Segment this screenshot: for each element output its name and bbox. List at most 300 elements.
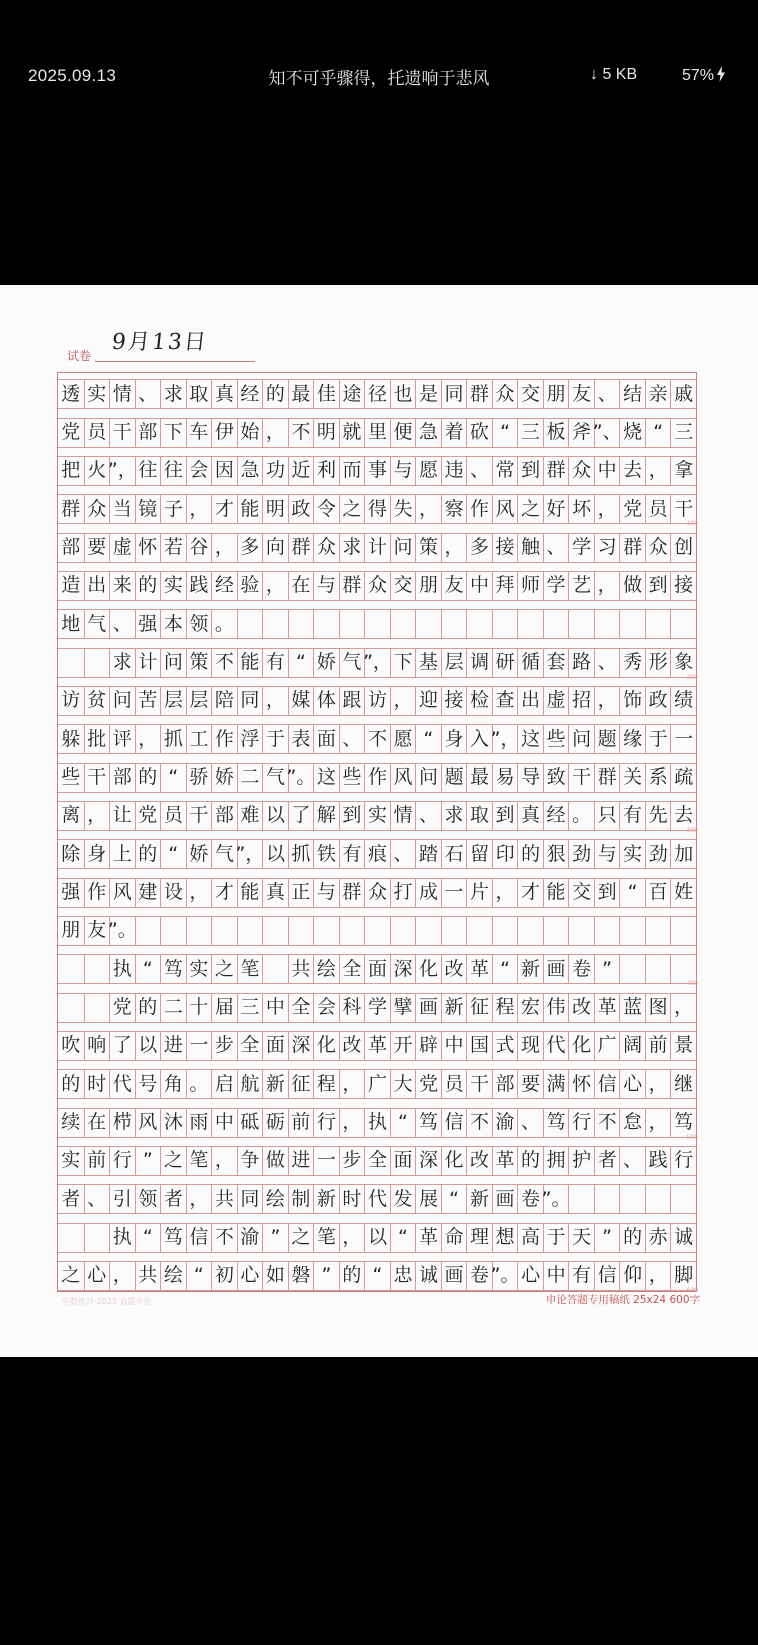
grid-cell: 出 bbox=[84, 571, 110, 601]
grid-cell: 到 bbox=[645, 571, 671, 601]
grid-cell: ”， bbox=[237, 839, 263, 869]
grid-cell bbox=[58, 648, 84, 678]
grid-cell: 众 bbox=[364, 571, 390, 601]
grid-cell: 留 bbox=[466, 839, 492, 869]
grid-cell: 做 bbox=[262, 1146, 288, 1176]
grid-cell: 怠 bbox=[619, 1108, 645, 1138]
grid-row bbox=[58, 724, 696, 754]
grid-cell: 往 bbox=[135, 456, 161, 486]
grid-cell: 功 bbox=[262, 456, 288, 486]
grid-cell bbox=[670, 916, 696, 946]
grid-cell: 护 bbox=[568, 1146, 594, 1176]
grid-cell: 层 bbox=[160, 686, 186, 716]
grid-cell: 角 bbox=[160, 1069, 186, 1099]
grid-cell: 笃 bbox=[415, 1108, 441, 1138]
grid-cell: 令 bbox=[313, 494, 339, 524]
grid-cell: 劲 bbox=[645, 839, 671, 869]
grid-cell: 群 bbox=[543, 456, 569, 486]
grid-cell: 明 bbox=[313, 418, 339, 448]
grid-cell: 三 bbox=[237, 993, 263, 1023]
grid-cell: “ bbox=[160, 839, 186, 869]
grid-cell: 去 bbox=[670, 801, 696, 831]
grid-cell: ， bbox=[211, 1146, 237, 1176]
grid-cell: 届 bbox=[211, 993, 237, 1023]
grid-cell: 接 bbox=[670, 571, 696, 601]
grid-cell: 部 bbox=[58, 533, 84, 563]
grid-cell: 展 bbox=[415, 1184, 441, 1214]
grid-cell: 会 bbox=[186, 456, 212, 486]
grid-cell: 经 bbox=[211, 571, 237, 601]
grid-cell: 的 bbox=[339, 1261, 365, 1291]
grid-cell: 发 bbox=[390, 1184, 416, 1214]
grid-cell: “ bbox=[135, 1223, 161, 1253]
grid-cell: ， bbox=[415, 494, 441, 524]
row-count-marker: 400 bbox=[686, 980, 698, 988]
grid-cell: ， bbox=[645, 1108, 671, 1138]
grid-cell: 信 bbox=[186, 1223, 212, 1253]
grid-cell: 与 bbox=[313, 878, 339, 908]
grid-cell bbox=[58, 954, 84, 984]
grid-cell: 致 bbox=[543, 763, 569, 793]
grid-row bbox=[58, 839, 696, 869]
grid-cell: 计 bbox=[364, 533, 390, 563]
grid-cell: 革 bbox=[364, 1031, 390, 1061]
grid-cell: 砍 bbox=[466, 418, 492, 448]
grid-cell: 镜 bbox=[135, 494, 161, 524]
grid-cell: 者 bbox=[58, 1184, 84, 1214]
grid-cell: “ bbox=[645, 418, 671, 448]
grid-cell: 媒 bbox=[288, 686, 314, 716]
grid-cell: 狠 bbox=[543, 839, 569, 869]
grid-cell: 层 bbox=[441, 648, 467, 678]
grid-cell bbox=[466, 609, 492, 639]
grid-cell bbox=[670, 1184, 696, 1214]
grid-cell: 里 bbox=[364, 418, 390, 448]
grid-cell: 心 bbox=[84, 1261, 110, 1291]
grid-cell: “ bbox=[492, 954, 518, 984]
grid-cell: 真 bbox=[517, 801, 543, 831]
grid-cell: “ bbox=[415, 724, 441, 754]
grid-cell: 深 bbox=[390, 954, 416, 984]
grid-cell: 以 bbox=[364, 1223, 390, 1253]
grid-cell: ” bbox=[594, 954, 620, 984]
grid-cell bbox=[619, 916, 645, 946]
grid-cell: 景 bbox=[670, 1031, 696, 1061]
grid-cell: 共 bbox=[135, 1261, 161, 1291]
grid-cell: 渝 bbox=[237, 1223, 263, 1253]
grid-cell: 招 bbox=[568, 686, 594, 716]
grid-cell: 查 bbox=[492, 686, 518, 716]
grid-cell: 前 bbox=[288, 1108, 314, 1138]
grid-cell: “ bbox=[492, 418, 518, 448]
grid-cell: 了 bbox=[288, 801, 314, 831]
grid-cell: 了 bbox=[109, 1031, 135, 1061]
grid-cell: 火 bbox=[84, 456, 110, 486]
grid-cell: 共 bbox=[288, 954, 314, 984]
grid-cell: 这 bbox=[313, 763, 339, 793]
grid-cell: 戚 bbox=[670, 379, 696, 409]
grid-cell: 贫 bbox=[84, 686, 110, 716]
grid-cell: 征 bbox=[288, 1069, 314, 1099]
grid-cell: 新 bbox=[313, 1184, 339, 1214]
grid-cell: 之 bbox=[58, 1261, 84, 1291]
grid-cell: 友 bbox=[84, 916, 110, 946]
grid-cell: “ bbox=[390, 1223, 416, 1253]
grid-cell bbox=[288, 609, 314, 639]
grid-cell: 让 bbox=[109, 801, 135, 831]
grid-cell: 以 bbox=[262, 839, 288, 869]
grid-cell: 卷 bbox=[466, 1261, 492, 1291]
grid-cell: 去 bbox=[619, 456, 645, 486]
grid-cell bbox=[568, 609, 594, 639]
grid-cell: 沐 bbox=[160, 1108, 186, 1138]
grid-cell bbox=[645, 1184, 671, 1214]
grid-cell: 踏 bbox=[415, 839, 441, 869]
grid-cell: 高 bbox=[517, 1223, 543, 1253]
grid-cell: 以 bbox=[262, 801, 288, 831]
grid-cell: 磐 bbox=[288, 1261, 314, 1291]
grid-cell: 套 bbox=[543, 648, 569, 678]
grid-cell: 强 bbox=[58, 878, 84, 908]
grid-cell: 笃 bbox=[670, 1108, 696, 1138]
grid-cell: 求 bbox=[109, 648, 135, 678]
grid-cell: 领 bbox=[186, 609, 212, 639]
grid-cell: 革 bbox=[415, 1223, 441, 1253]
grid-cell: 到 bbox=[339, 801, 365, 831]
grid-cell: 问 bbox=[109, 686, 135, 716]
grid-cell: 失 bbox=[390, 494, 416, 524]
grid-cell: 卷 bbox=[517, 1184, 543, 1214]
grid-cell: 就 bbox=[339, 418, 365, 448]
grid-cell: 现 bbox=[517, 1031, 543, 1061]
grid-cell: 计 bbox=[135, 648, 161, 678]
grid-cell: 这 bbox=[517, 724, 543, 754]
grid-cell bbox=[237, 916, 263, 946]
grid-cell: 者 bbox=[594, 1146, 620, 1176]
grid-cell: “ bbox=[619, 878, 645, 908]
row-count-marker: 600 bbox=[686, 1287, 698, 1294]
grid-cell: 开 bbox=[390, 1031, 416, 1061]
grid-cell: 员 bbox=[645, 494, 671, 524]
grid-cell: 干 bbox=[568, 763, 594, 793]
grid-cell: 中 bbox=[594, 456, 620, 486]
grid-cell: 革 bbox=[492, 1146, 518, 1176]
row-count-marker: 300 bbox=[686, 827, 698, 834]
sheet-label: 试卷 bbox=[67, 349, 92, 363]
grid-cell bbox=[568, 916, 594, 946]
grid-cell: 党 bbox=[619, 494, 645, 524]
battery-percent: 57% bbox=[682, 67, 715, 84]
grid-cell: 实 bbox=[364, 801, 390, 831]
grid-row bbox=[58, 609, 696, 639]
grid-cell: 批 bbox=[84, 724, 110, 754]
grid-cell: 有 bbox=[568, 1261, 594, 1291]
grid-cell bbox=[619, 1184, 645, 1214]
grid-cell: “ bbox=[441, 1184, 467, 1214]
grid-cell: 阔 bbox=[619, 1031, 645, 1061]
grid-cell: 改 bbox=[441, 954, 467, 984]
grid-cell: 最 bbox=[288, 379, 314, 409]
grid-cell: 的 bbox=[262, 379, 288, 409]
grid-cell: 石 bbox=[441, 839, 467, 869]
grid-cell: 群 bbox=[288, 533, 314, 563]
grid-cell: 深 bbox=[288, 1031, 314, 1061]
grid-cell: 之 bbox=[517, 494, 543, 524]
grid-cell: 躲 bbox=[58, 724, 84, 754]
grid-cell: 风 bbox=[135, 1108, 161, 1138]
grid-row bbox=[58, 418, 696, 448]
grid-cell: 一 bbox=[313, 1146, 339, 1176]
grid-cell: 上 bbox=[109, 839, 135, 869]
grid-cell: 友 bbox=[441, 571, 467, 601]
grid-cell: 者 bbox=[160, 1184, 186, 1214]
grid-cell: 群 bbox=[339, 571, 365, 601]
grid-cell: 群 bbox=[594, 763, 620, 793]
grid-cell: 共 bbox=[211, 1184, 237, 1214]
grid-cell: 党 bbox=[415, 1069, 441, 1099]
grid-cell: 深 bbox=[415, 1146, 441, 1176]
grid-cell: 印 bbox=[492, 839, 518, 869]
grid-cell: 关 bbox=[619, 763, 645, 793]
grid-cell: 、 bbox=[619, 1146, 645, 1176]
row-count-marker: 100 bbox=[686, 520, 698, 528]
grid-cell: 象 bbox=[670, 648, 696, 678]
grid-cell: 跟 bbox=[339, 686, 365, 716]
grid-cell: ”， bbox=[492, 724, 518, 754]
grid-cell: ， bbox=[670, 993, 696, 1023]
grid-cell: 前 bbox=[84, 1146, 110, 1176]
grid-cell: 、 bbox=[339, 724, 365, 754]
grid-cell: 群 bbox=[619, 533, 645, 563]
grid-cell: 不 bbox=[288, 418, 314, 448]
grid-cell: 调 bbox=[466, 648, 492, 678]
grid-cell: 拜 bbox=[492, 571, 518, 601]
grid-cell: 于 bbox=[262, 724, 288, 754]
status-title: 知不可乎骤得，托遗响于悲风 bbox=[268, 69, 490, 89]
grid-cell: 信 bbox=[441, 1108, 467, 1138]
grid-cell: 代 bbox=[543, 1031, 569, 1061]
grid-cell bbox=[619, 609, 645, 639]
grid-cell: 干 bbox=[109, 418, 135, 448]
grid-cell: 继 bbox=[670, 1069, 696, 1099]
grid-cell: 近 bbox=[288, 456, 314, 486]
grid-cell: 卷 bbox=[568, 954, 594, 984]
grid-cell: 进 bbox=[160, 1031, 186, 1061]
grid-cell: 。 bbox=[186, 1069, 212, 1099]
grid-cell: 娇 bbox=[186, 839, 212, 869]
grid-cell: 伊 bbox=[211, 418, 237, 448]
grid-cell: 二 bbox=[160, 993, 186, 1023]
grid-cell: 争 bbox=[237, 1146, 263, 1176]
grid-cell: 才 bbox=[517, 878, 543, 908]
grid-cell: 有 bbox=[619, 801, 645, 831]
grid-cell: ， bbox=[211, 533, 237, 563]
grid-cell: ”、 bbox=[594, 418, 620, 448]
grid-cell: 风 bbox=[492, 494, 518, 524]
grid-cell: 急 bbox=[415, 418, 441, 448]
grid-cell: 中 bbox=[466, 571, 492, 601]
grid-cell: 的 bbox=[135, 839, 161, 869]
grid-cell: 化 bbox=[568, 1031, 594, 1061]
row-count-marker: 500 bbox=[686, 1133, 698, 1141]
grid-row bbox=[58, 648, 696, 678]
grid-cell: 的 bbox=[619, 1223, 645, 1253]
grid-cell: ， bbox=[390, 686, 416, 716]
grid-cell: 学 bbox=[364, 993, 390, 1023]
grid-cell: 化 bbox=[313, 1031, 339, 1061]
grid-cell: 虚 bbox=[109, 533, 135, 563]
grid-cell bbox=[441, 609, 467, 639]
grid-cell: 科 bbox=[339, 993, 365, 1023]
grid-cell: 车 bbox=[186, 418, 212, 448]
grid-cell: 怀 bbox=[135, 533, 161, 563]
grid-cell bbox=[415, 916, 441, 946]
grid-cell: 不 bbox=[594, 1108, 620, 1138]
grid-cell: 些 bbox=[339, 763, 365, 793]
grid-cell: 而 bbox=[339, 456, 365, 486]
grid-cell: 程 bbox=[492, 993, 518, 1023]
grid-cell: 违 bbox=[441, 456, 467, 486]
grid-cell: 三 bbox=[670, 418, 696, 448]
grid-cell: 众 bbox=[492, 379, 518, 409]
grid-cell: 怀 bbox=[568, 1069, 594, 1099]
grid-cell: 的 bbox=[517, 1146, 543, 1176]
grid-cell: 员 bbox=[441, 1069, 467, 1099]
grid-cell: 众 bbox=[645, 533, 671, 563]
grid-cell: 到 bbox=[517, 456, 543, 486]
grid-cell: 建 bbox=[135, 878, 161, 908]
grid-cell: 便 bbox=[390, 418, 416, 448]
grid-cell: 、 bbox=[543, 533, 569, 563]
grid-cell: 形 bbox=[645, 648, 671, 678]
grid-cell: 时 bbox=[339, 1184, 365, 1214]
grid-cell: 事 bbox=[364, 456, 390, 486]
grid-cell bbox=[84, 648, 110, 678]
grid-cell: 赤 bbox=[645, 1223, 671, 1253]
grid-cell: 实 bbox=[84, 379, 110, 409]
grid-cell: 栉 bbox=[109, 1108, 135, 1138]
grid-cell: ， bbox=[135, 724, 161, 754]
grid-cell bbox=[492, 916, 518, 946]
grid-cell: 十 bbox=[186, 993, 212, 1023]
grid-cell: 习 bbox=[594, 533, 620, 563]
grid-cell: 绘 bbox=[160, 1261, 186, 1291]
grid-cell: 革 bbox=[466, 954, 492, 984]
grid-cell: 众 bbox=[84, 494, 110, 524]
grid-cell bbox=[339, 609, 365, 639]
grid-cell: 学 bbox=[543, 571, 569, 601]
grid-cell: 号 bbox=[135, 1069, 161, 1099]
grid-cell: 部 bbox=[492, 1069, 518, 1099]
grid-cell: 、 bbox=[390, 839, 416, 869]
grid-cell: 党 bbox=[135, 801, 161, 831]
grid-cell: 面 bbox=[313, 724, 339, 754]
grid-cell bbox=[645, 609, 671, 639]
grid-cell: 群 bbox=[466, 379, 492, 409]
grid-cell: 子 bbox=[160, 494, 186, 524]
grid-cell: 正 bbox=[288, 878, 314, 908]
grid-cell: 系 bbox=[645, 763, 671, 793]
grid-cell: 的 bbox=[58, 1069, 84, 1099]
grid-cell: 部 bbox=[109, 763, 135, 793]
grid-cell: “ bbox=[160, 763, 186, 793]
grid-cell: 中 bbox=[262, 993, 288, 1023]
grid-cell: 笔 bbox=[186, 1146, 212, 1176]
grid-cell: 航 bbox=[237, 1069, 263, 1099]
grid-cell: 朋 bbox=[415, 571, 441, 601]
grid-cell: 程 bbox=[313, 1069, 339, 1099]
grid-cell: 笃 bbox=[543, 1108, 569, 1138]
grid-cell: 把 bbox=[58, 456, 84, 486]
grid-cell bbox=[594, 1184, 620, 1214]
grid-cell: 面 bbox=[390, 1146, 416, 1176]
grid-cell: 命 bbox=[441, 1223, 467, 1253]
grid-cell: 好 bbox=[543, 494, 569, 524]
grid-cell bbox=[313, 609, 339, 639]
grid-cell: 行 bbox=[568, 1108, 594, 1138]
grid-cell: 朋 bbox=[58, 916, 84, 946]
grid-cell bbox=[645, 954, 671, 984]
grid-cell: 解 bbox=[313, 801, 339, 831]
grid-cell: 要 bbox=[84, 533, 110, 563]
grid-cell: 气 bbox=[262, 763, 288, 793]
grid-cell: 娇 bbox=[313, 648, 339, 678]
grid-cell: 姓 bbox=[670, 878, 696, 908]
grid-cell: 取 bbox=[466, 801, 492, 831]
grid-cell: 评 bbox=[109, 724, 135, 754]
grid-cell: 心 bbox=[517, 1261, 543, 1291]
grid-cell: 党 bbox=[58, 418, 84, 448]
grid-cell: ” bbox=[313, 1261, 339, 1291]
grid-row bbox=[58, 801, 696, 831]
grid-cell: 层 bbox=[186, 686, 212, 716]
grid-cell: ”。 bbox=[288, 763, 314, 793]
grid-cell: 佳 bbox=[313, 379, 339, 409]
grid-cell: ， bbox=[594, 686, 620, 716]
header-underline bbox=[95, 361, 255, 362]
grid-cell: “ bbox=[390, 1108, 416, 1138]
grid-cell: 循 bbox=[517, 648, 543, 678]
grid-cell: 骄 bbox=[186, 763, 212, 793]
grid-cell: 擘 bbox=[390, 993, 416, 1023]
grid-cell: 众 bbox=[364, 878, 390, 908]
grid-cell: 、 bbox=[594, 379, 620, 409]
grid-cell: 行 bbox=[670, 1146, 696, 1176]
grid-cell: 表 bbox=[288, 724, 314, 754]
grid-cell: 三 bbox=[517, 418, 543, 448]
grid-cell bbox=[58, 993, 84, 1023]
grid-cell: 真 bbox=[211, 379, 237, 409]
grid-cell: 中 bbox=[211, 1108, 237, 1138]
grid-cell bbox=[415, 609, 441, 639]
grid-cell: 脚 bbox=[670, 1261, 696, 1291]
grid-cell: 的 bbox=[517, 839, 543, 869]
grid-cell: 气 bbox=[211, 839, 237, 869]
grid-cell: 心 bbox=[237, 1261, 263, 1291]
grid-cell: 忠 bbox=[390, 1261, 416, 1291]
grid-cell: 式 bbox=[492, 1031, 518, 1061]
grid-cell: 与 bbox=[390, 456, 416, 486]
grid-cell: 执 bbox=[109, 954, 135, 984]
grid-cell: 吹 bbox=[58, 1031, 84, 1061]
grid-cell: 信 bbox=[594, 1069, 620, 1099]
grid-row bbox=[58, 1069, 696, 1099]
grid-cell: 向 bbox=[262, 533, 288, 563]
grid-cell: 秀 bbox=[619, 648, 645, 678]
grid-cell: 多 bbox=[237, 533, 263, 563]
grid-cell: 政 bbox=[288, 494, 314, 524]
grid-cell bbox=[466, 916, 492, 946]
